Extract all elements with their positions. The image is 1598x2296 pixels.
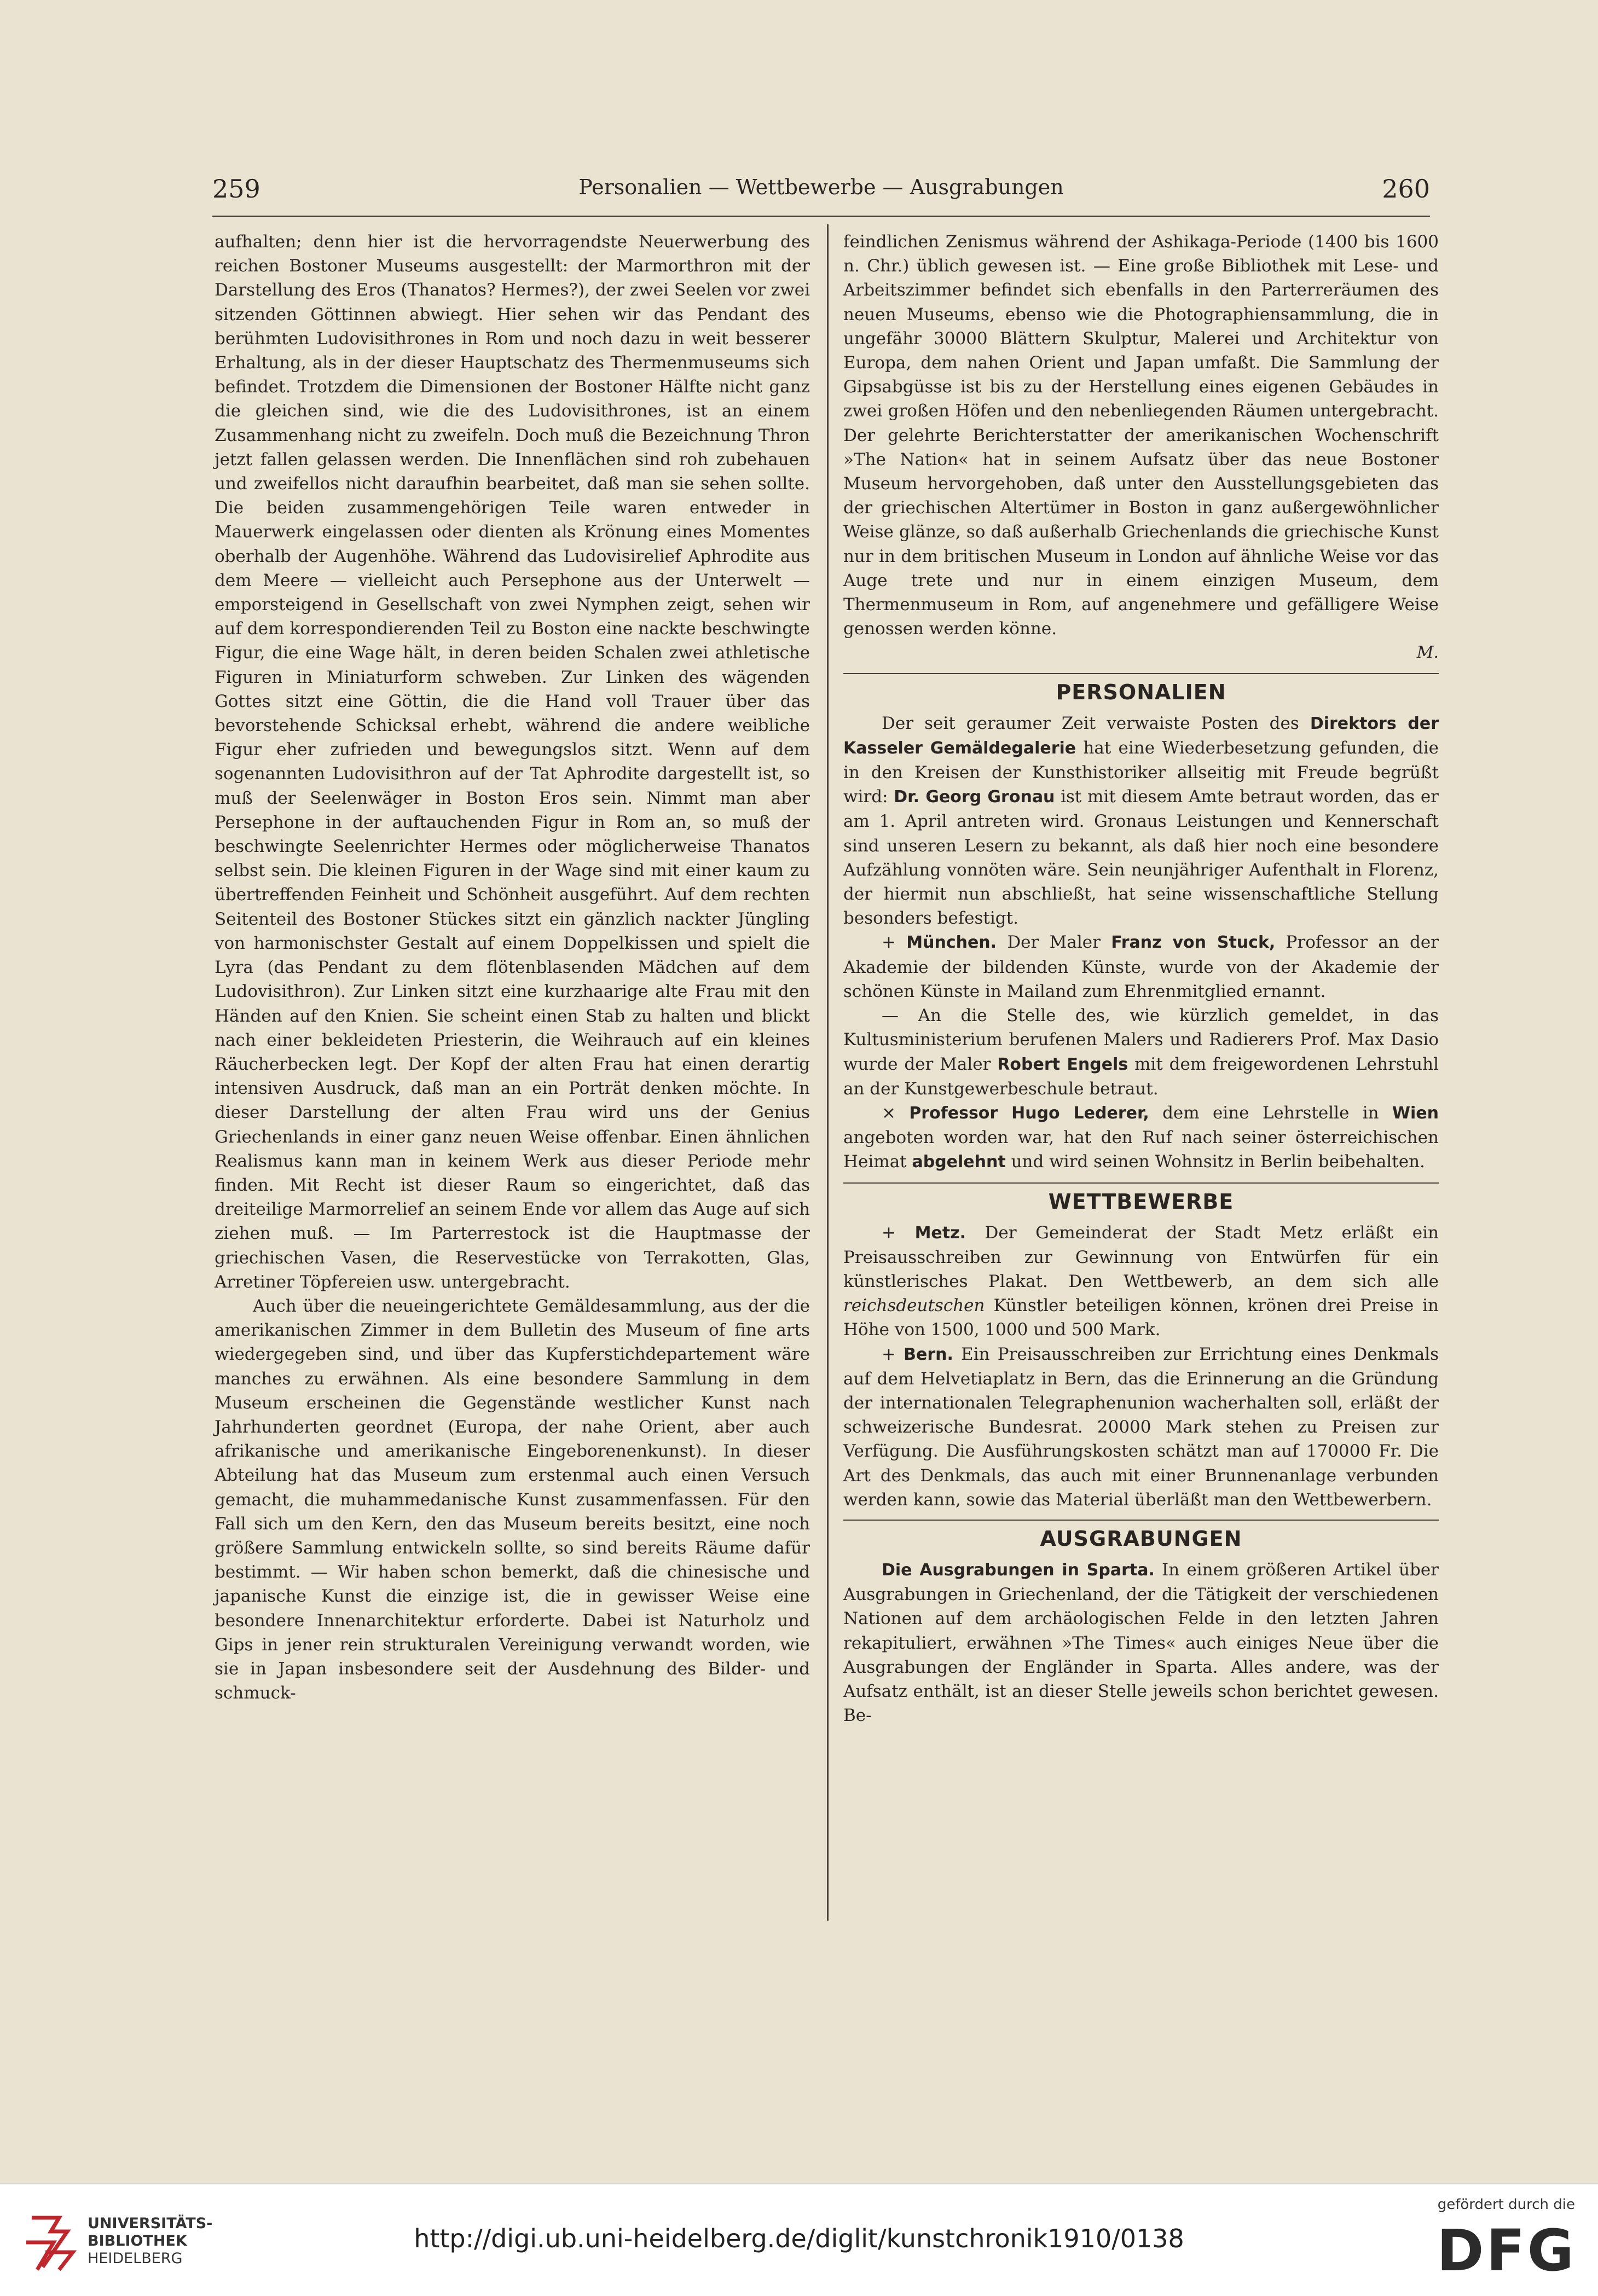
italic-run: reichsdeutschen: [843, 1296, 985, 1316]
dfg-logo-icon: DFG: [1437, 2217, 1576, 2284]
permalink-url[interactable]: http://digi.ub.uni-heidelberg.de/diglit/kunstchronik1910/0138: [414, 2224, 1184, 2253]
news-entry: [843, 1004, 1439, 1101]
text-run: Künstler beteiligen können, krönen drei Preise in Höhe von 1500, 1000 und 500 Mark.: [843, 1296, 1439, 1340]
section-heading-ausgrabungen: AUSGRABUNGEN: [1040, 1526, 1242, 1551]
paragraph: aufhalten; denn hier ist die hervorragendste Neuerwerbung des reichen Bostoner Museums ausgestellt: der Marmorthron mit der Darstellung des Eros (Thanatos? Hermes?), der zwei Seelen vor zwei sitzenden Göttinnen abwiegt. Hier sehen wir das Pendant des berühmten Ludovisithrones in Rom und noch dazu in weit besserer Erhaltung, als in der dieser Hauptschatz des Thermenmuseums sich befindet. Trotzdem die Dimensionen der Bostoner Hälfte nicht ganz die gleichen sind, wie die des Ludovisithrones, ist an einem Zusammenhang nicht zu zweifeln. Doch muß die Bezeichnung Thron jetzt fallen gelassen werden. Die Innenflächen sind roh zubehauen und zweifellos nicht daraufhin bearbeitet, daß man sie sehen sollte. Die beiden zusammengehörigen Teile waren entweder in Mauerwerk eingelassen oder dienten als Krönung eines Momentes oberhalb der Augenhöhe. Während das Ludovisirelief Aphrodite aus dem Meere — vielleicht auch Persephone aus der Unterwelt — emporsteigend in Gesellschaft von zwei Nymphen zeigt, sehen wir auf dem korrespondierenden Teil zu Boston eine nackte beschwingte Figur, die eine Wage hält, in deren beiden Schalen zwei athletische Figuren in Miniaturform schweben. Zur Linken des wägenden Gottes sitzt eine Göttin, die die Hand voll Trauer über das bevorstehende Schicksal erhebt, während die andere weibliche Figur eher zufrieden und bewegungslos sitzt. Wenn auf dem sogenannten Ludovisithron auf der Tat Aphrodite dargestellt ist, so muß der Seelenwäger in Boston Eros sein. Nimmt man aber Persephone in der auftauchenden Figur in Rom an, so muß der beschwingte Seelenrichter Hermes oder möglicherweise Thanatos selbst sein. Die kleinen Figuren in der Wage sind mit einer kaum zu übertreffenden Feinheit und Schönheit ausgeführt. Auf dem rechten Seitenteil des Bostoner Stückes sitzt ein gänzlich nackter Jüngling von harmonischster Gestalt auf einem Doppelkissen und spielt die Lyra (das Pendant zu dem flötenblasenden Mädchen auf dem Ludovisithron). Zur Linken sitzt eine kurzhaarige alte Frau mit den Händen auf den Knien. Sie scheint einen Stab zu halten und blickt nach einer bekleideten Priesterin, die Weihrauch auf ein kleines Räucherbecken legt. Der Kopf der alten Frau hat einen derartig intensiven Ausdruck, daß man an ein Porträt denken möchte. In dieser Darstellung der alten Frau wird uns der Genius Griechenlands in einer ganz neuen Weise offenbar. Einen ähnlichen Realismus kann man in keinem Werk aus dieser Periode mehr finden. Mit Recht ist dieser Raum so eingerichtet, daß das dreiteilige Marmorrelief an seinem Ende vor allem das Auge auf sich ziehen muß. — Im Parterrestock ist die Hauptmasse der griechischen Vasen, die Reservestücke von Terrakotten, Glas, Arretiner Töpfereien usw. untergebracht.: [215, 232, 810, 1292]
column-divider: [827, 224, 829, 1921]
section-rule: [843, 673, 1439, 674]
place-name: Metz.: [914, 1223, 966, 1243]
paragraph: Auch über die neueingerichtete Gemäldesammlung, aus der die amerikanischen Zimmer in dem Bulletin des Museum of fine arts wiedergegeben sind, und über das Kupferstichdepartement wäre manches zu erwähnen. Als eine besondere Sammlung in dem Museum erscheinen die Gegenstände westlicher Kunst nach Jahrhunderten geordnet (Europa, der nahe Orient, aber auch afrikanische und amerikanische Eingeborenenkunst). In dieser Abteilung hat das Museum zum erstenmal auch einen Versuch gemacht, die muhammedanische Kunst zusammenfassen. Für den Fall sich um den Kern, den das Museum bereits besitzt, eine noch größere Sammlung entwickeln sollte, so sind bereits Räume dafür bestimmt. — Wir haben schon bemerkt, daß die chinesische und japanische Kunst die einzige ist, die in gewisser Weise eine besondere Innenarchitektur erforderte. Dabei ist Naturholz und Gips in jener rein strukturalen Vereinigung verwandt worden, wie sie in Japan insbesondere seit der Ausdehnung des Bilder- und schmuck-: [215, 1296, 810, 1703]
text-run: Der seit geraumer Zeit verwaiste Posten des: [882, 713, 1310, 733]
library-line: BIBLIOTHEK: [88, 2233, 187, 2249]
text-run: Der Gemeinderat der Stadt Metz erläßt ein Preisausschreiben zur Gewinnung von Entwürfen für ein künstlerisches Plakat. Den Wettbewerb, an dem sich alle: [843, 1222, 1439, 1291]
text-run: Ein Preisausschreiben zur Errichtung eines Denkmals auf dem Helvetiaplatz in Bern, das die Erinnerung an die Gründung der internationalen Telegraphenunion wacherhalten soll, erläßt der schweizerische Bundesrat. 20000 Mark stehen zu Preisen zur Verfügung. Die Ausführungskosten schätzt man auf 170000 Fr. Die Art des Denkmals, das auch mit einer Brunnenanlage verbunden werden kann, sowie das Material überläßt man den Wettbewerbern.: [843, 1344, 1439, 1510]
section-heading-wettbewerbe: WETTBEWERBE: [1048, 1189, 1234, 1214]
plus-marker-icon: +: [882, 932, 896, 953]
running-header: [212, 174, 1430, 209]
running-title: Personalien — Wettbewerbe — Ausgrabungen: [578, 175, 1064, 199]
library-line: UNIVERSITÄTS-: [88, 2215, 213, 2232]
news-entry: [843, 1558, 1439, 1727]
text-run: hat eine Wiederbesetzung gefunden, die in den Kreisen der Kunsthistoriker allseitig mit Freude begrüßt wird:: [843, 738, 1439, 807]
right-column: [843, 230, 1439, 1727]
text-run: Der Maler: [997, 932, 1111, 953]
header-rule: [212, 216, 1430, 217]
text-run: und wird seinen Wohnsitz in Berlin beibehalten.: [1005, 1152, 1425, 1172]
library-line: HEIDELBERG: [88, 2250, 183, 2267]
text-run: In einem größeren Artikel über Ausgrabungen in Griechenland, der die Tätigkeit der verschiedenen Nationen auf dem archäologischen Felde in den letzten Jahren rekapituliert, erwähnen »The Times« auch einiges Neue über die Ausgrabungen der Engländer in Sparta. Alles andere, was der Aufsatz enthält, ist an dieser Stelle jeweils schon berichtet gewesen. Be-: [843, 1559, 1439, 1726]
bold-run: Wien: [1392, 1103, 1439, 1123]
news-entry: [843, 711, 1439, 931]
bold-run: Die Ausgrabungen in Sparta.: [882, 1560, 1155, 1580]
bold-run: Professor Hugo Lederer,: [909, 1103, 1149, 1123]
cross-marker-icon: ×: [882, 1103, 896, 1123]
text-run: Professor an der Akademie der bildenden Künste, wurde von der Akademie der schönen Künste in Mailand zum Ehrenmitglied ernannt.: [843, 932, 1439, 1001]
author-signature: M.: [1416, 643, 1439, 663]
text-run: mit dem freigewordenen Lehrstuhl an der Kunstgewerbeschule betraut.: [843, 1054, 1439, 1099]
news-entry: [843, 1101, 1439, 1175]
news-entry: [843, 1221, 1439, 1342]
plus-marker-icon: +: [882, 1222, 896, 1243]
left-column: [215, 230, 810, 1705]
bold-run: abgelehnt: [912, 1152, 1006, 1172]
bold-run: Robert Engels: [997, 1054, 1128, 1074]
bold-run: Direktors der Kasseler Gemäldegalerie: [843, 714, 1439, 758]
section-rule: [843, 1520, 1439, 1521]
news-entry: [843, 930, 1439, 1004]
section-rule: [843, 1182, 1439, 1184]
page-number-right: 260: [1382, 174, 1430, 204]
news-entry: [843, 1342, 1439, 1512]
bold-run: Dr. Georg Gronau: [894, 787, 1055, 807]
plus-marker-icon: +: [882, 1344, 896, 1364]
paragraph: feindlichen Zenismus während der Ashikaga-Periode (1400 bis 1600 n. Chr.) üblich gewesen ist. — Eine große Bibliothek mit Lese- und Arbeitszimmer befindet sich ebenfalls in den Parterreräumen des neuen Museums, ebenso wie die Photographiensammlung, die in ungefähr 30000 Blättern Skulptur, Malerei und Architektur von Europa, dem nahen Orient und Japan umfaßt. Die Sammlung der Gipsabgüsse ist bis zu der Herstellung eines eigenen Gebäudes in zwei großen Höfen und den nebenliegenden Räumen untergebracht. Der gelehrte Berichterstatter der amerikanischen Wochenschrift »The Nation« hat in seinem Aufsatz über das neue Bostoner Museum hervorgehoben, daß unter den Ausstellungsgebieten das der griechischen Altertümer in Boston in ganz außergewöhnlicher Weise glänze, so daß außerhalb Griechenlands die griechische Kunst nur in dem britischen Museum in London auf ähnliche Weise vor das Auge trete und nur in einem einzigen Museum, dem Thermenmuseum in Rom, auf angenehmere und gefälligere Weise genossen werden könne.: [843, 232, 1439, 639]
bold-run: Franz von Stuck,: [1111, 933, 1276, 953]
place-name: Bern.: [904, 1344, 953, 1364]
section-heading-personalien: PERSONALIEN: [1056, 680, 1226, 704]
page-number-left: 259: [212, 174, 260, 204]
funding-note: gefördert durch die: [1437, 2196, 1575, 2213]
text-run: — An die Stelle des, wie kürzlich gemeldet, in das Kultusministerium berufenen Malers und Radierers Prof. Max Dasio wurde der Maler: [843, 1006, 1439, 1074]
text-run: dem eine Lehrstelle in: [1149, 1103, 1392, 1123]
text-run: angeboten worden war, hat den Ruf nach seiner österreichischen Heimat: [843, 1128, 1439, 1172]
place-name: München.: [906, 933, 997, 953]
digitization-footer: [0, 2183, 1598, 2296]
text-run: ist mit diesem Amte betraut worden, das er am 1. April antreten wird. Gronaus Leistungen und Kennerschaft sind unseren Lesern zu bekannt, als daß hier noch eine besondere Aufzählung vonnöten wäre. Sein neunjähriger Aufenthalt in Florenz, der hiermit nun abschließt, hat seine wissenschaftliche Stellung besonders befestigt.: [843, 787, 1439, 929]
